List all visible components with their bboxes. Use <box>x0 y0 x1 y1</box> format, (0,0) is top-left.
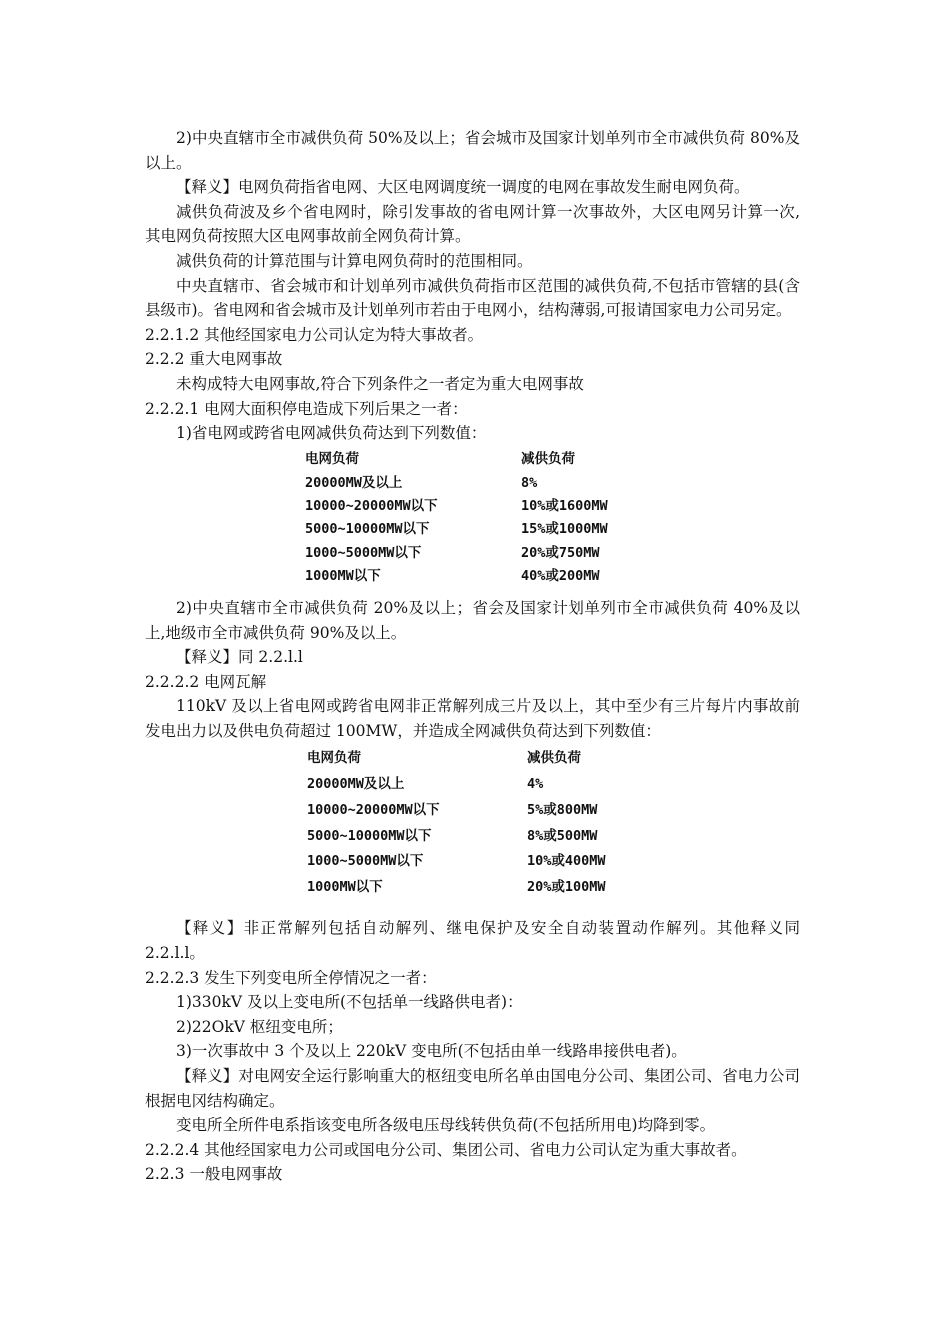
section-heading: 2.2.2.4 其他经国家电力公司或国电分公司、集团公司、省电力公司认定为重大事故者。 <box>145 1140 747 1159</box>
paragraph: 1)330kV 及以上变电所(不包括单一线路供电者)： <box>176 993 523 1012</box>
table-cell: 20%或750MW <box>521 544 600 561</box>
table-cell: 20000MW及以上 <box>305 474 403 491</box>
table-header-cell: 电网负荷 <box>305 451 359 468</box>
table-cell: 1000MW以下 <box>305 568 381 585</box>
table-cell: 15%或1000MW <box>521 521 608 538</box>
table-cell: 10000~20000MW以下 <box>307 801 440 818</box>
table-cell: 20%或100MW <box>527 879 606 896</box>
table-cell: 5000~10000MW以下 <box>307 827 432 844</box>
table-header-cell: 减供负荷 <box>527 750 581 767</box>
table-row <box>145 518 800 541</box>
section-heading: 2.2.2.3 发生下列变电所全停情况之一者： <box>145 968 437 987</box>
paragraph: 减供负荷波及乡个省电网时，除引发事故的省电网计算一次事故外，大区电网另计算一次,其电网负荷按照大区电网事故前全网负荷计算。 <box>145 202 800 246</box>
section-heading: 2.2.2 重大电网事故 <box>145 350 283 369</box>
section-heading: 2.2.2.1 电网大面积停电造成下列后果之一者： <box>145 399 468 418</box>
table-cell: 1000~5000MW以下 <box>307 853 424 870</box>
document-body <box>145 126 800 1187</box>
table-header-cell: 电网负荷 <box>307 750 361 767</box>
table-row <box>145 471 800 494</box>
table-cell: 1000~5000MW以下 <box>305 544 422 561</box>
paragraph: 2)中央直辖市全市减供负荷 50%及以上；省会城市及国家计划单列市全市减供负荷 80%及以上。 <box>145 129 800 172</box>
table-row <box>145 771 800 797</box>
section-heading: 2.2.1.2 其他经国家电力公司认定为特大事故者。 <box>145 325 484 344</box>
paragraph: 3)一次事故中 3 个及以上 220kV 变电所(不包括由单一线路串接供电者)。 <box>176 1042 687 1061</box>
table-header-cell: 减供负荷 <box>521 451 575 468</box>
paragraph: 2)22OkV 枢纽变电所； <box>176 1017 343 1036</box>
paragraph: 【释义】非正常解列包括自动解列、继电保护及安全自动装置动作解列。其他释义同 2.2.l.l。 <box>145 919 800 962</box>
paragraph: 110kV 及以上省电网或跨省电网非正常解列成三片及以上，其中至少有三片每片内事故前发电出力以及供电负荷超过 100MW，并造成全网减供负荷达到下列数值： <box>145 697 800 741</box>
table-row <box>145 565 800 588</box>
table-row <box>145 797 800 823</box>
table-cell: 5000~10000MW以下 <box>305 521 430 538</box>
table-cell: 10000~20000MW以下 <box>305 497 438 514</box>
table-header-row <box>145 448 800 471</box>
paragraph: 未构成特大电网事故,符合下列条件之一者定为重大电网事故 <box>176 374 584 393</box>
paragraph: 减供负荷的计算范围与计算电网负荷时的范围相同。 <box>176 251 533 270</box>
table-row <box>145 875 800 901</box>
table-cell: 8% <box>521 474 538 491</box>
paragraph: 变电所全所件电系指该变电所各级电压母线转供负荷(不包括所用电)均降到零。 <box>176 1116 716 1135</box>
section-heading: 2.2.3 一般电网事故 <box>145 1165 283 1184</box>
table-row <box>145 849 800 875</box>
load-reduction-table-2 <box>145 746 800 901</box>
table-cell: 20000MW及以上 <box>307 776 405 793</box>
paragraph: 【释义】电网负荷指省电网、大区电网调度统一调度的电网在事故发生耐电网负荷。 <box>176 178 750 197</box>
table-row <box>145 823 800 849</box>
table-cell: 10%或1600MW <box>521 497 608 514</box>
table-cell: 10%或400MW <box>527 853 606 870</box>
load-reduction-table-1 <box>145 448 800 588</box>
table-row <box>145 541 800 564</box>
table-cell: 4% <box>527 776 544 793</box>
table-cell: 5%或800MW <box>527 801 598 818</box>
table-row <box>145 495 800 518</box>
paragraph: 2)中央直辖市全市减供负荷 20%及以上；省会及国家计划单列市全市减供负荷 40%及以上,地级市全市减供负荷 90%及以上。 <box>145 599 800 642</box>
paragraph: 1)省电网或跨省电网减供负荷达到下列数值： <box>176 424 487 443</box>
paragraph: 【释义】对电网安全运行影响重大的枢纽变电所名单由国电分公司、集团公司、省电力公司根据电冈结构确定。 <box>145 1066 800 1110</box>
table-cell: 1000MW以下 <box>307 879 383 896</box>
table-header-row <box>145 746 800 772</box>
section-heading: 2.2.2.2 电网瓦解 <box>145 672 267 691</box>
paragraph: 中央直辖市、省会城市和计划单列市减供负荷指市区范围的减供负荷,不包括市管辖的县(含县级市)。省电网和省会城市及计划单列市若由于电网小，结构薄弱,可报请国家电力公司另定。 <box>145 276 800 320</box>
table-cell: 40%或200MW <box>521 568 600 585</box>
paragraph: 【释义】同 2.2.l.l <box>176 648 303 667</box>
table-cell: 8%或500MW <box>527 827 598 844</box>
